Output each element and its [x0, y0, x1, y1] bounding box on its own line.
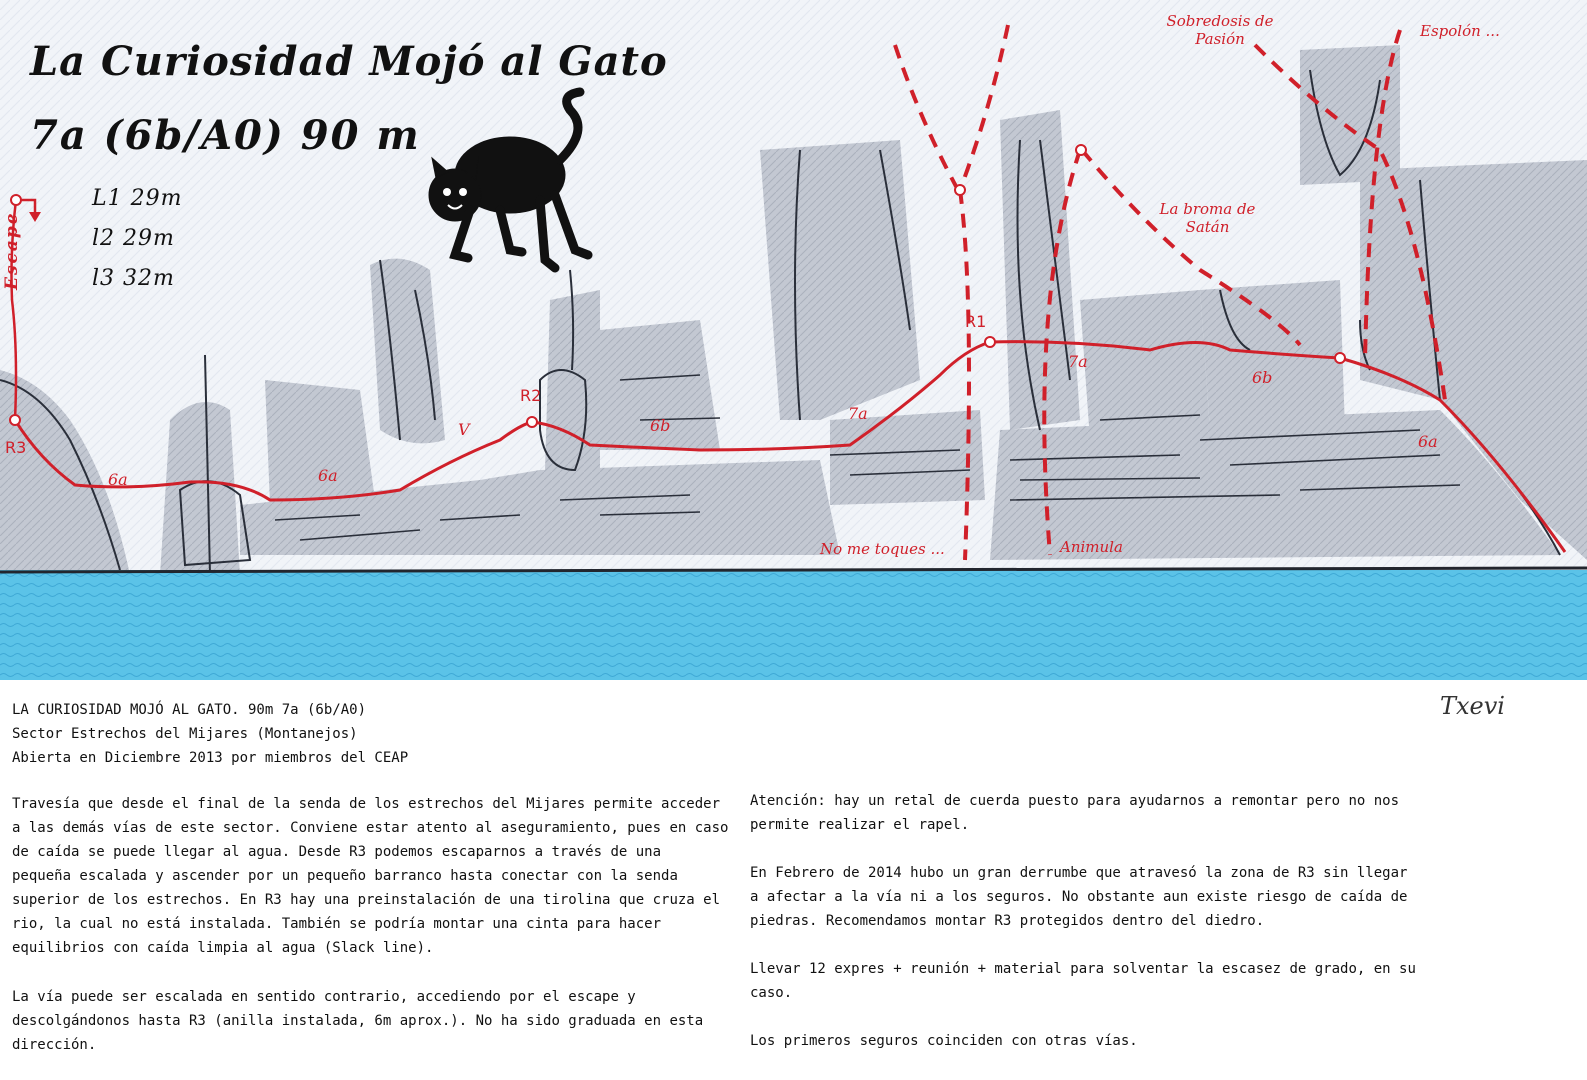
text-line: piedras. Recomendamos montar R3 protegidos dentro del diedro. [750, 913, 1265, 929]
text-line: de caída se puede llegar al agua. Desde R3 podemos escaparnos a través de una [12, 844, 662, 860]
route-name-espolon: Espolón ... [1420, 22, 1500, 40]
author-signature: Txevi [1440, 692, 1505, 720]
pitch-l3: l3 32m [92, 266, 175, 291]
route-name-no-me-toques: No me toques ... [820, 540, 945, 558]
description-paragraph [12, 792, 728, 960]
text-line: Los primeros seguros coinciden con otras vías. [750, 1033, 1138, 1049]
warning-paragraph [750, 789, 1399, 837]
relay-r2-marker [527, 417, 537, 427]
grade-label: 6a [108, 470, 128, 489]
pitch-l1: L1 29m [92, 186, 183, 211]
text-line: pequeña escalada y ascender por un pequeño barranco hasta conectar con la senda [12, 868, 678, 884]
route-name-broma-satan: La broma de Satán [1159, 200, 1256, 236]
text-line: dirección. [12, 1037, 97, 1053]
pitch-l2: l2 29m [92, 226, 175, 251]
relay-r3-marker [10, 415, 20, 425]
info-header-line: LA CURIOSIDAD MOJÓ AL GATO. 90m 7a (6b/A0) [12, 702, 367, 718]
grade-label: 7a [848, 404, 868, 423]
text-line: descolgándonos hasta R3 (anilla instalada, 6m aprox.). No ha sido graduada en esta [12, 1013, 704, 1029]
escape-top-marker [11, 195, 21, 205]
rockfall-paragraph [750, 861, 1407, 933]
relay-r1-marker [985, 337, 995, 347]
top-anchor-1 [955, 185, 965, 195]
info-header-line: Abierta en Diciembre 2013 por miembros del CEAP [12, 750, 409, 766]
relay-r3-label: R3 [5, 438, 27, 457]
grade-label: 6b [650, 416, 671, 435]
reverse-direction-paragraph [12, 985, 703, 1057]
escape-label: Escape [2, 211, 22, 290]
route-name-animula: Animula [1060, 538, 1123, 556]
text-line: equilibrios con caída limpia al agua (Slack line). [12, 940, 434, 956]
river-water [0, 570, 1587, 680]
text-line: La vía puede ser escalada en sentido contrario, accediendo por el escape y [12, 989, 636, 1005]
gear-paragraph [750, 957, 1416, 1005]
grade-label: 7a [1068, 352, 1088, 371]
text-line: permite realizar el rapel. [750, 817, 970, 833]
info-header-line: Sector Estrechos del Mijares (Montanejos) [12, 726, 358, 742]
top-anchor-2 [1076, 145, 1086, 155]
relay-r1-label: R1 [965, 312, 987, 331]
grade-label: 6a [1418, 432, 1438, 451]
route-title: La Curiosidad Mojó al Gato [30, 38, 668, 85]
text-line: rio, la cual no está instalada. También se podría montar una cinta para hacer [12, 916, 662, 932]
relay-r2-label: R2 [520, 386, 542, 405]
text-line: a las demás vías de este sector. Conviene estar atento al aseguramiento, pues en caso [12, 820, 729, 836]
grade-label: V [458, 420, 470, 439]
bolts-paragraph [750, 1029, 1138, 1053]
text-line: En Febrero de 2014 hubo un gran derrumbe que atravesó la zona de R3 sin llegar [750, 865, 1408, 881]
route-name-sobredosis: Sobredosis de Pasión [1166, 12, 1274, 48]
grade-label: 6b [1252, 368, 1273, 387]
route-grade-length: 7a (6b/A0) 90 m [30, 112, 421, 159]
text-line: Atención: hay un retal de cuerda puesto para ayudarnos a remontar pero no nos [750, 793, 1400, 809]
text-line: caso. [750, 985, 793, 1001]
text-line: Llevar 12 expres + reunión + material para solventar la escasez de grado, en su [750, 961, 1416, 977]
route-junction-marker [1335, 353, 1345, 363]
text-line: a afectar a la vía ni a los seguros. No obstante aun existe riesgo de caída de [750, 889, 1408, 905]
grade-label: 6a [318, 466, 338, 485]
text-line: superior de los estrechos. En R3 hay una preinstalación de una tirolina que cruza el [12, 892, 721, 908]
text-line: Travesía que desde el final de la senda de los estrechos del Mijares permite acceder [12, 796, 721, 812]
